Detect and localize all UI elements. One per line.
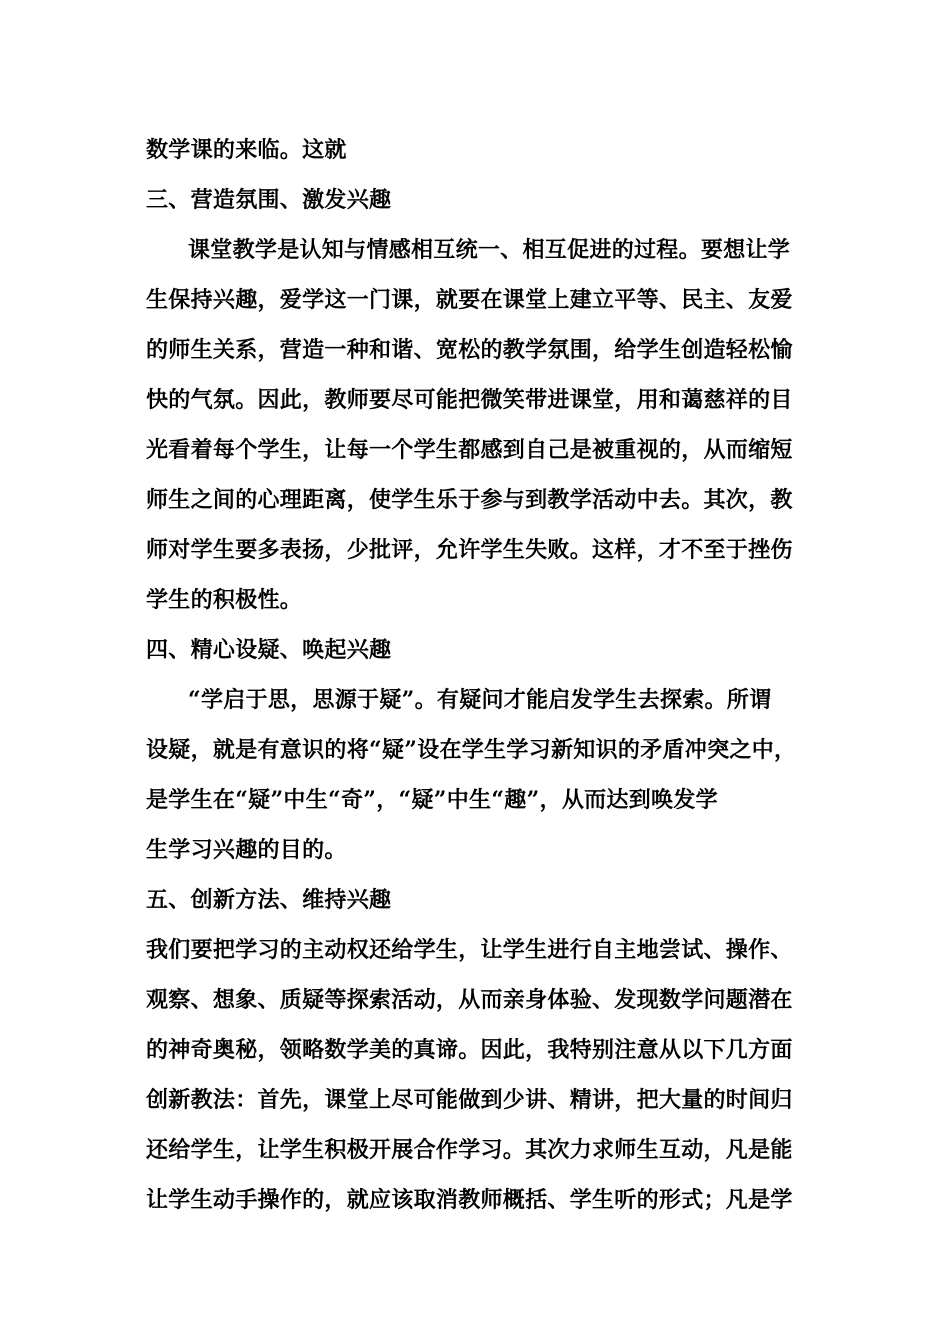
text-line-21: 还给学生，让学生积极开展合作学习。其次力求师生互动，凡是能 <box>146 1137 793 1163</box>
text-line-8: 师生之间的心理距离，使学生乐于参与到教学活动中去。其次，教 <box>146 487 793 513</box>
section-heading-4: 四、精心设疑、唤起兴趣 <box>146 637 392 663</box>
section-heading-5: 五、创新方法、维持兴趣 <box>146 887 392 913</box>
text-line-6: 快的气氛。因此，教师要尽可能把微笑带进课堂，用和蔼慈祥的目 <box>146 387 793 413</box>
text-line-1: 数学课的来临。这就 <box>146 137 347 163</box>
section-heading-3: 三、营造氛围、激发兴趣 <box>146 187 392 213</box>
text-line-3: 课堂教学是认知与情感相互统一、相互促进的过程。要想让学 <box>188 237 791 263</box>
text-line-4: 生保持兴趣，爱学这一门课，就要在课堂上建立平等、民主、友爱 <box>146 287 793 313</box>
text-line-18: 观察、想象、质疑等探索活动，从而亲身体验、发现数学问题潜在 <box>146 987 793 1013</box>
text-line-13: 设疑，就是有意识的将“疑”设在学生学习新知识的矛盾冲突之中， <box>146 737 797 763</box>
text-line-10: 学生的积极性。 <box>146 587 303 613</box>
text-line-20: 创新教法：首先，课堂上尽可能做到少讲、精讲，把大量的时间归 <box>146 1087 793 1113</box>
text-line-19: 的神奇奥秘，领略数学美的真谛。因此，我特别注意从以下几方面 <box>146 1037 793 1063</box>
text-line-5: 的师生关系，营造一种和谐、宽松的教学氛围，给学生创造轻松愉 <box>146 337 793 363</box>
text-line-17: 我们要把学习的主动权还给学生，让学生进行自主地尝试、操作、 <box>146 937 793 963</box>
text-line-15: 生学习兴趣的目的。 <box>146 837 347 863</box>
text-line-14: 是学生在“疑”中生“奇”，“疑”中生“趣”，从而达到唤发学 <box>146 787 718 813</box>
text-line-7: 光看着每个学生，让每一个学生都感到自己是被重视的，从而缩短 <box>146 437 793 463</box>
text-line-12: “学启于思，思源于疑”。有疑问才能启发学生去探索。所谓 <box>188 687 772 713</box>
text-line-9: 师对学生要多表扬，少批评，允许学生失败。这样，才不至于挫伤 <box>146 537 793 563</box>
text-line-22: 让学生动手操作的，就应该取消教师概括、学生听的形式；凡是学 <box>146 1187 793 1213</box>
